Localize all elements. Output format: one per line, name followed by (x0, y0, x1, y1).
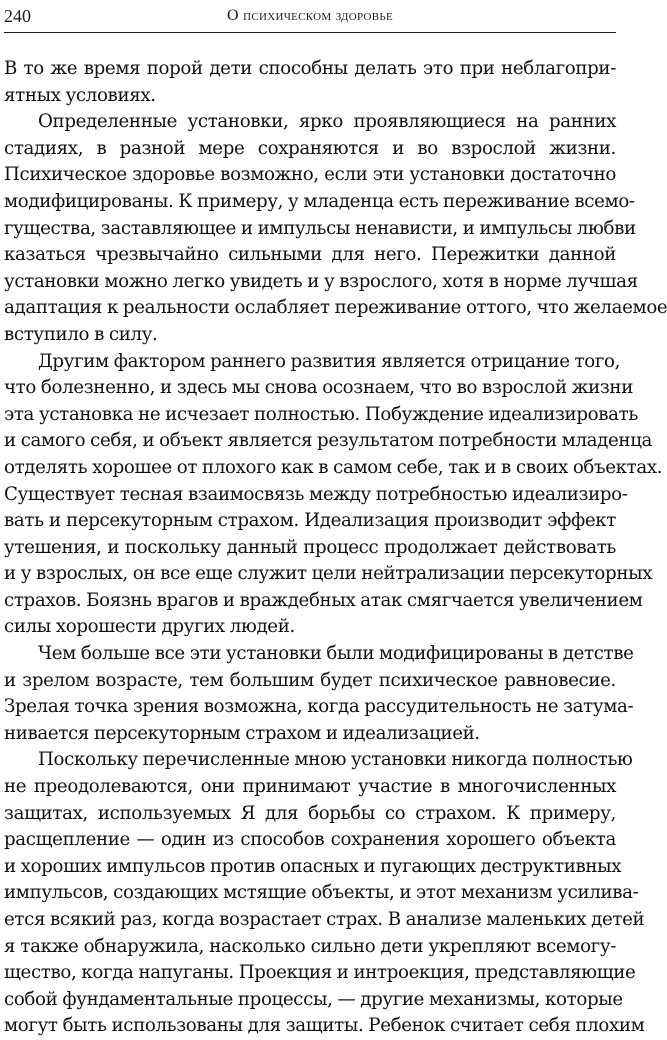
text-line: ятных условиях. (4, 84, 156, 106)
text-line: Чем больше все эти установки были модифицированы в детстве (38, 643, 634, 665)
text-line: и зрелом возрасте, тем большим будет психическое равновесие. (4, 669, 616, 691)
paragraph (4, 747, 645, 1040)
paragraph (4, 56, 616, 109)
text-line: и у взрослых, он все еще служит цели нейтрализации персекуторных (4, 563, 653, 585)
text-line: Существует тесная взаимосвязь между потребностью идеализиро- (4, 483, 628, 505)
text-line: собой фундаментальные процессы, — другие механизмы, которые (4, 988, 623, 1010)
paragraph (4, 349, 663, 642)
text-line: Зрелая точка зрения возможна, когда рассудительность не затума- (4, 696, 634, 718)
running-title: О психическом здоровье (226, 7, 394, 24)
text-line: модифицированы. К примеру, у младенца есть переживание всемо- (4, 190, 635, 212)
text-line: гущества, заставляющее и импульсы ненависти, и импульсы любви (4, 217, 636, 239)
text-line: и хороших импульсов против опасных и пугающих деструктивных (4, 855, 622, 877)
text-line: защитах, используемых Я для борьбы со страхом. К примеру, (4, 802, 616, 824)
text-line: и самого себя, и объект является результатом потребности младенца (4, 430, 653, 452)
text-line: что болезненно, и здесь мы снова осознаем, что во взрослой жизни (4, 377, 633, 399)
text-line: установки можно легко увидеть и у взрослого, хотя в норме лучшая (4, 270, 638, 292)
text-line: щество, когда напуганы. Проекция и интроекция, представляющие (4, 962, 636, 984)
text-line: Поскольку перечисленные мною установки никогда полностью (38, 749, 633, 771)
text-line: не преодолеваются, они принимают участие в многочисленных (4, 776, 616, 798)
text-line: вступило в силу. (4, 323, 158, 345)
text-line: ется всякий раз, когда возрастает страх. В анализе маленьких детей (4, 909, 645, 930)
paragraph (4, 641, 634, 747)
page-number: 240 (4, 6, 31, 26)
paragraph (4, 109, 667, 348)
text-line: адаптация к реальности ослабляет переживание оттого, что желаемое (4, 297, 667, 319)
text-line: страхов. Боязнь врагов и враждебных атак смягчается увеличением (4, 589, 643, 611)
text-line: расщепление — один из способов сохранения хорошего объекта (4, 829, 616, 851)
text-line: В то же время порой дети способны делать это при неблагопри- (4, 58, 616, 79)
text-line: утешения, и поскольку данный процесс продолжает действовать (4, 536, 616, 558)
header-rule (4, 32, 616, 33)
text-line: отделять хорошее от плохого как в самом себе, так и в своих объектах. (4, 456, 663, 478)
text-line: Психическое здоровье возможно, если эти установки достаточно (4, 164, 616, 186)
text-line: я также обнаружила, насколько сильно дети укрепляют всемогу- (4, 935, 616, 957)
body-text (4, 56, 667, 1040)
text-line: казаться чрезвычайно сильными для него. Пережитки данной (4, 244, 616, 266)
text-line: Другим фактором раннего развития является отрицание того, (38, 350, 621, 372)
text-line: могут быть использованы для защиты. Ребенок считает себя плохим (4, 1015, 645, 1037)
text-line: эта установка не исчезает полностью. Побуждение идеализировать (4, 403, 638, 425)
text-line: стадиях, в разной мере сохраняются и во взрослой жизни. (4, 137, 616, 159)
text-line: Определенные установки, ярко проявляющиеся на ранних (38, 111, 616, 133)
text-line: силы хорошести других людей. (4, 616, 295, 638)
text-line: нивается персекуторным страхом и идеализацией. (4, 722, 480, 744)
text-line: вать и персекуторным страхом. Идеализация производит эффект (4, 510, 616, 532)
text-line: импульсов, создающих мстящие объекты, и этот механизм усилива- (4, 882, 639, 904)
running-head (4, 2, 616, 30)
